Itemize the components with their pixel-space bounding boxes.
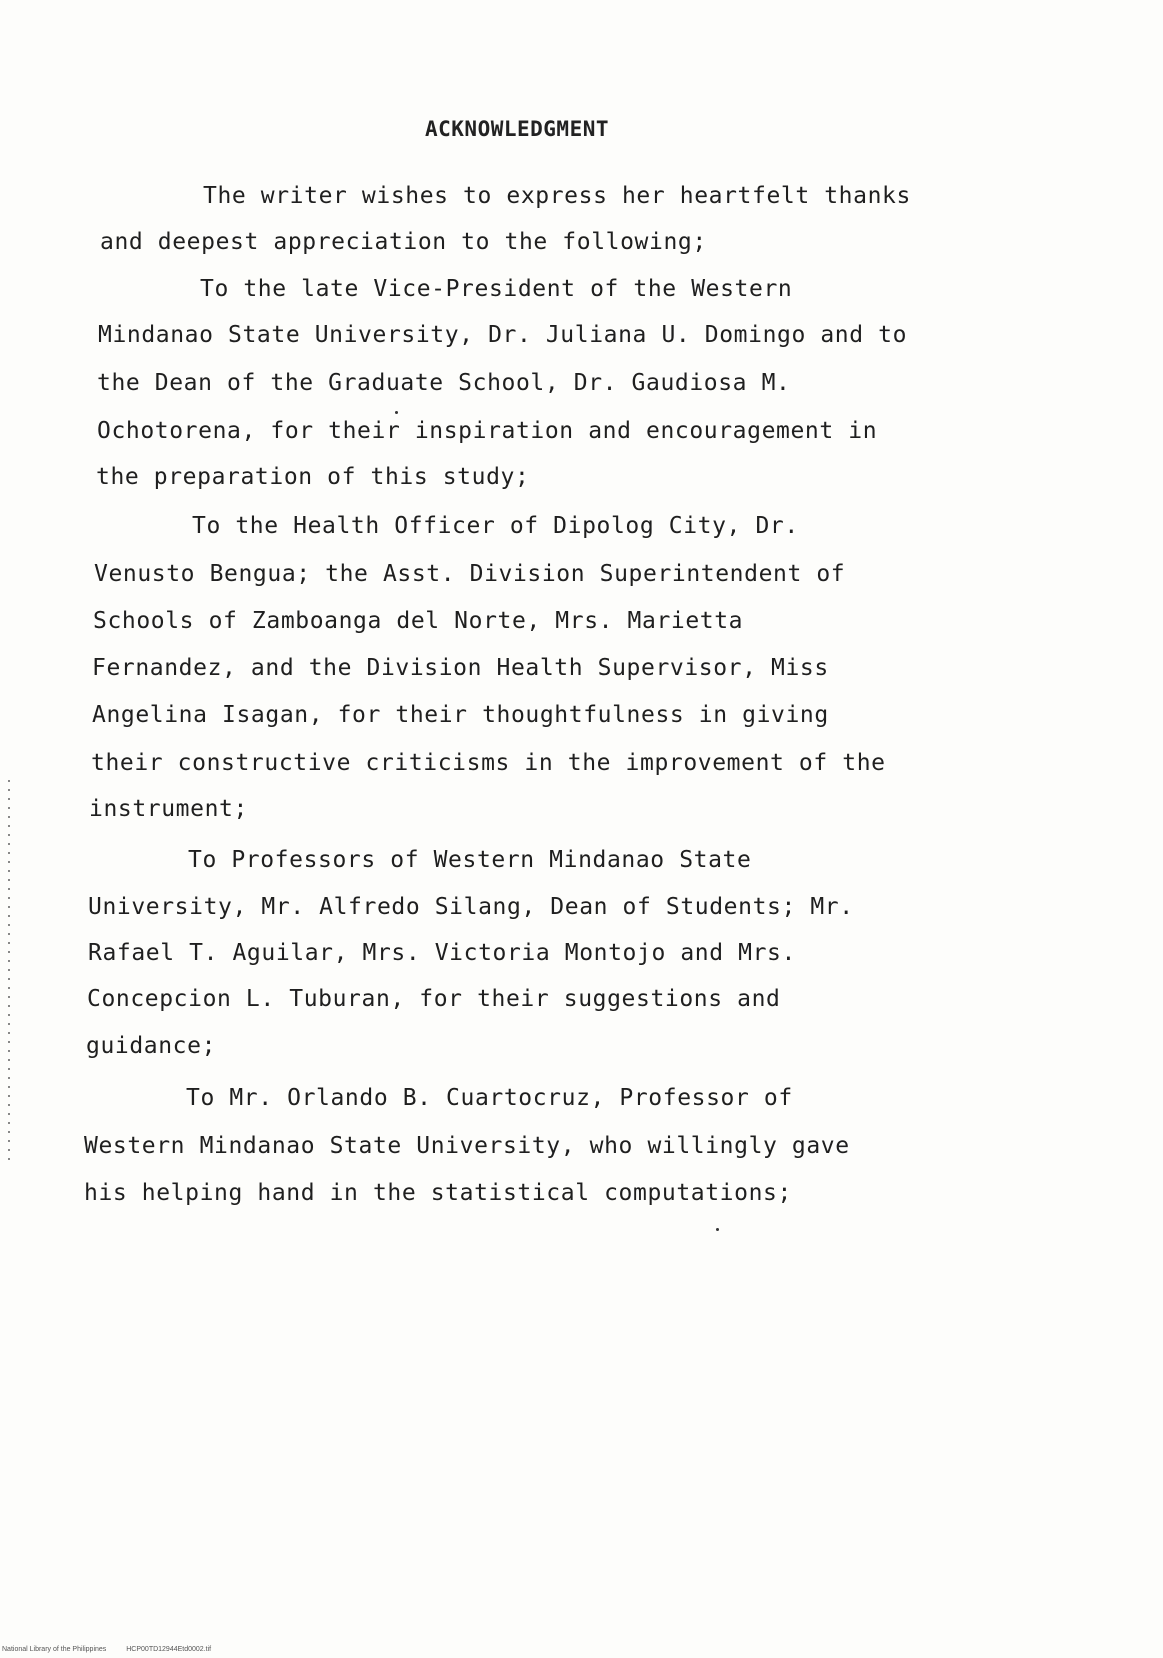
text-line: guidance; — [86, 1033, 217, 1059]
text-line: instrument; — [89, 796, 248, 822]
scan-footer — [2, 1646, 229, 1653]
text-line: their constructive criticisms in the improvement of the — [91, 750, 886, 776]
scan-speck — [716, 1228, 719, 1231]
text-line: To the late Vice-President of the Western — [200, 276, 793, 302]
footer-code: HCP00TD12944Etd0002.tif — [126, 1646, 212, 1653]
text-line: To the Health Officer of Dipolog City, Dr. — [192, 513, 799, 539]
text-line: Angelina Isagan, for their thoughtfulness in giving — [92, 702, 829, 728]
text-line: the Dean of the Graduate School, Dr. Gaudiosa M. — [97, 370, 791, 396]
text-line: Fernandez, and the Division Health Supervisor, Miss — [92, 655, 829, 681]
text-line: and deepest appreciation to the following; — [100, 229, 707, 255]
scan-edge-artifact — [8, 780, 10, 1160]
page-title: ACKNOWLEDGMENT — [425, 117, 610, 141]
text-line: Ochotorena, for their inspiration and encouragement in — [97, 418, 878, 444]
footer-library: National Library of the Philippines — [2, 1646, 107, 1653]
text-line: the preparation of this study; — [96, 464, 530, 490]
text-line: To Mr. Orlando B. Cuartocruz, Professor of — [186, 1085, 793, 1111]
text-line: Concepcion L. Tuburan, for their suggestions and — [87, 986, 781, 1012]
text-line: Western Mindanao State University, who willingly gave — [84, 1133, 850, 1159]
text-line: The writer wishes to express her heartfelt thanks — [203, 183, 911, 209]
text-line: Venusto Bengua; the Asst. Division Superintendent of — [94, 561, 846, 587]
scan-speck — [395, 411, 398, 414]
text-line: Schools of Zamboanga del Norte, Mrs. Marietta — [93, 608, 744, 634]
text-line: Rafael T. Aguilar, Mrs. Victoria Montojo and Mrs. — [88, 940, 796, 966]
text-line: Mindanao State University, Dr. Juliana U. Domingo and to — [98, 322, 908, 348]
text-line: To Professors of Western Mindanao State — [188, 847, 752, 873]
text-line: University, Mr. Alfredo Silang, Dean of Students; Mr. — [88, 894, 854, 920]
text-line: his helping hand in the statistical computations; — [84, 1180, 792, 1206]
